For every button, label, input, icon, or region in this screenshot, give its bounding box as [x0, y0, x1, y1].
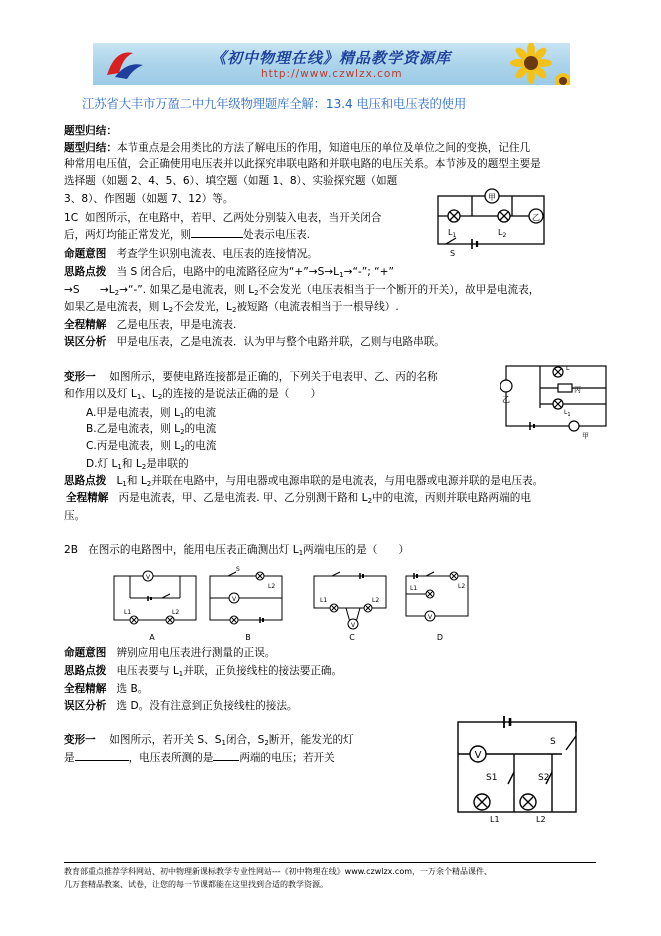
- svg-text:S2: S2: [538, 773, 550, 783]
- answer-label: 全程精解: [64, 683, 107, 695]
- footer-line-2: 几万套精品教案、试卷，让您的每一节课都能在这里找到合适的教学资源。: [64, 880, 328, 889]
- circuit-figure-q2: [110, 562, 470, 646]
- q1-number: 1C: [64, 212, 79, 224]
- svg-text:V: V: [427, 614, 433, 621]
- q1-line-2: 后，两灯均能正常发光，则 处表示电压表.: [64, 229, 311, 241]
- svg-text:L1: L1: [410, 585, 418, 592]
- svg-text:L2: L2: [372, 597, 380, 604]
- intro-label: 题型归结：: [64, 142, 117, 154]
- answer-blank[interactable]: [213, 760, 239, 761]
- footer-divider: [64, 862, 596, 863]
- v1-option-b[interactable]: B.乙是电流表，则 $L_2$的电流: [86, 423, 217, 436]
- footer-line-1: 教育部重点推荐学科网站、初中物理新课标教学专业性网站---《初中物理在线》www.czwlzx.com，一万余个精品课件、: [64, 867, 493, 876]
- svg-text:L2: L2: [536, 815, 546, 824]
- circuit-figure-variant-2: [452, 714, 582, 826]
- svg-text:L2: $L_2$: [498, 228, 507, 239]
- svg-text:L: L: [566, 365, 570, 372]
- banner-url[interactable]: http://www.czwlzx.com: [261, 68, 403, 80]
- svg-text:V: V: [231, 596, 237, 603]
- svg-text:L1: L1: [320, 597, 328, 604]
- q2-line: 2B 在图示的电路图中，能用电压表正确测出灯 $L_1$两端电压的是（ ）: [64, 544, 410, 557]
- q1-intent: 命题意图 考查学生识别电流表、电压表的连接情况。: [64, 248, 318, 260]
- answer-label: 全程精解: [64, 319, 107, 331]
- v1-hint: 思路点拨 $L_1$和 $L_2$并联在电路中，与用电器或电源串联的是电流表，与用电器或电源并联的是电压表。: [64, 475, 544, 488]
- intro-line-1: 题型归结：本节重点是会用类比的方法了解电压的作用，知道电压的单位及单位之间的变换，记住几: [64, 142, 531, 154]
- svg-text:L1: $L_1$: [564, 409, 571, 418]
- q2-hint: 思路点拨 电压表要与 $L_1$并联，正负接线柱的接法要正确。: [64, 665, 343, 678]
- q1-line-1: 1C 如图所示，在电路中，若甲、乙两处分别装入电表，当开关闭合: [64, 212, 382, 224]
- svg-text:S: S: [450, 249, 456, 258]
- svg-text:L1: L1: [490, 815, 500, 824]
- circuit-figure-q1: [432, 186, 550, 258]
- intro-line-2: 种常用电压值，会正确使用电压表并以此探究串联电路和并联电路的电压关系。本节涉及的题型主要是: [64, 158, 541, 170]
- v1-option-a[interactable]: A.甲是电流表，则 $L_1$的电流: [86, 407, 217, 420]
- svg-text:丙: 丙: [574, 386, 581, 394]
- svg-text:乙: 乙: [502, 395, 510, 404]
- circuit-option-d: [406, 572, 468, 621]
- q1-hint-line-1: 思路点拨 当 S 闭合后，电路中的电流路径应为“$+”\to S\to L_1\to“-$”; “+”: [64, 266, 395, 279]
- v1-line-2: 和作用以及灯 $L_1$、$L_2$的连接的是说法正确的是（ ）: [64, 388, 322, 401]
- svg-text:S1: S1: [486, 773, 498, 783]
- svg-text:S: S: [550, 737, 556, 747]
- svg-text:甲: 甲: [582, 432, 589, 440]
- svg-text:V: V: [350, 622, 356, 629]
- circuit-option-c: [314, 572, 386, 629]
- intent-label: 命题意图: [64, 248, 107, 260]
- v1-option-d[interactable]: D.灯 $L_1$和 $L_2$是串联的: [86, 458, 189, 471]
- variant-label: 变形一: [64, 734, 96, 746]
- intent-label: 命题意图: [64, 647, 107, 659]
- q2-intent: 命题意图 辨别应用电压表进行测量的正误。: [64, 647, 276, 659]
- document-title: 江苏省大丰市万盈二中九年级物理题库全解：13.4 电压和电压表的使用: [82, 96, 467, 111]
- q1-hint-line-3: 如果乙是电流表，则 $L_2$不会发光，$L_2$被短路（电流表相当于一根导线）.: [64, 301, 399, 314]
- svg-text:L2: L2: [458, 583, 466, 590]
- q1-error: 误区分析 甲是电压表，乙是电流表．认为甲与整个电路并联，乙则与电路串联。: [64, 336, 445, 348]
- circuit-figure-variant-1: [500, 358, 612, 440]
- answer-blank[interactable]: [191, 237, 243, 238]
- intro-line-3: 选择题（如题 2、4、5、6）、填空题（如题 1、8）、实验探究题（如题: [64, 175, 398, 187]
- q1-answer: 全程精解 乙是电压表，甲是电流表.: [64, 319, 237, 331]
- v1-answer-line-2: 压。: [64, 510, 86, 522]
- option-a-label: A: [149, 633, 155, 642]
- error-label: 误区分析: [64, 700, 107, 712]
- v2-line-2: 是 ，电压表所测的是 两端的电压；若开关: [64, 752, 335, 764]
- option-c-label: C: [349, 633, 355, 642]
- q2-answer: 全程精解 选 B。: [64, 683, 149, 695]
- svg-text:L2: L2: [172, 609, 180, 616]
- intro-line-4: 3、8）、作图题（如题 7、12）等。: [64, 193, 234, 205]
- banner-title: 《初中物理在线》精品教学资源库: [211, 49, 452, 67]
- answer-label: 全程精解: [66, 492, 109, 504]
- option-b-label: B: [245, 633, 251, 642]
- svg-text:L1: L1: [124, 609, 132, 616]
- v1-option-c[interactable]: C.丙是电流表，则 $L_2$的电流: [86, 440, 217, 453]
- svg-text:V: V: [474, 750, 482, 761]
- svg-text:L1: $L_1$: [448, 228, 457, 239]
- circuit-option-b: [210, 566, 282, 624]
- q2-number: 2B: [64, 544, 79, 556]
- variant-label: 变形一: [64, 371, 96, 383]
- hint-label: 思路点拨: [64, 665, 107, 677]
- hint-label: 思路点拨: [64, 475, 107, 487]
- banner: [93, 43, 570, 85]
- circuit-option-a: [114, 571, 196, 624]
- hint-label: 思路点拨: [64, 266, 107, 278]
- svg-text:V: V: [145, 574, 151, 581]
- svg-text:甲: 甲: [488, 193, 496, 202]
- v2-line-1: 变形一 如图所示，若开关 S、$S_1$闭合，$S_2$断开，能发光的灯: [64, 734, 354, 747]
- intro-heading: 题型归结：: [64, 125, 117, 137]
- q2-error: 误区分析 选 D。没有注意到正负接线柱的接法。: [64, 700, 298, 712]
- v1-line-1: 变形一 如图所示，要使电路连接都是正确的，下列关于电表甲、乙、丙的名称: [64, 371, 438, 383]
- q1-hint-line-2: →S $\to L_2\to“-$”. 如果乙是电流表，则 $L_2$不会发光（电压表相当于一个断开的开关），故甲是电流表，: [64, 284, 540, 297]
- svg-text:L2: L2: [268, 583, 276, 590]
- option-d-label: D: [436, 633, 444, 642]
- svg-text:乙: 乙: [532, 213, 540, 222]
- error-label: 误区分析: [64, 336, 107, 348]
- v1-answer-line-1: 全程精解 丙是电流表，甲、乙是电流表. 甲、乙分别测干路和 $L_2$中的电流，丙则并联电路两端的电: [66, 492, 531, 505]
- svg-text:S: S: [236, 566, 240, 573]
- answer-blank[interactable]: [75, 760, 129, 761]
